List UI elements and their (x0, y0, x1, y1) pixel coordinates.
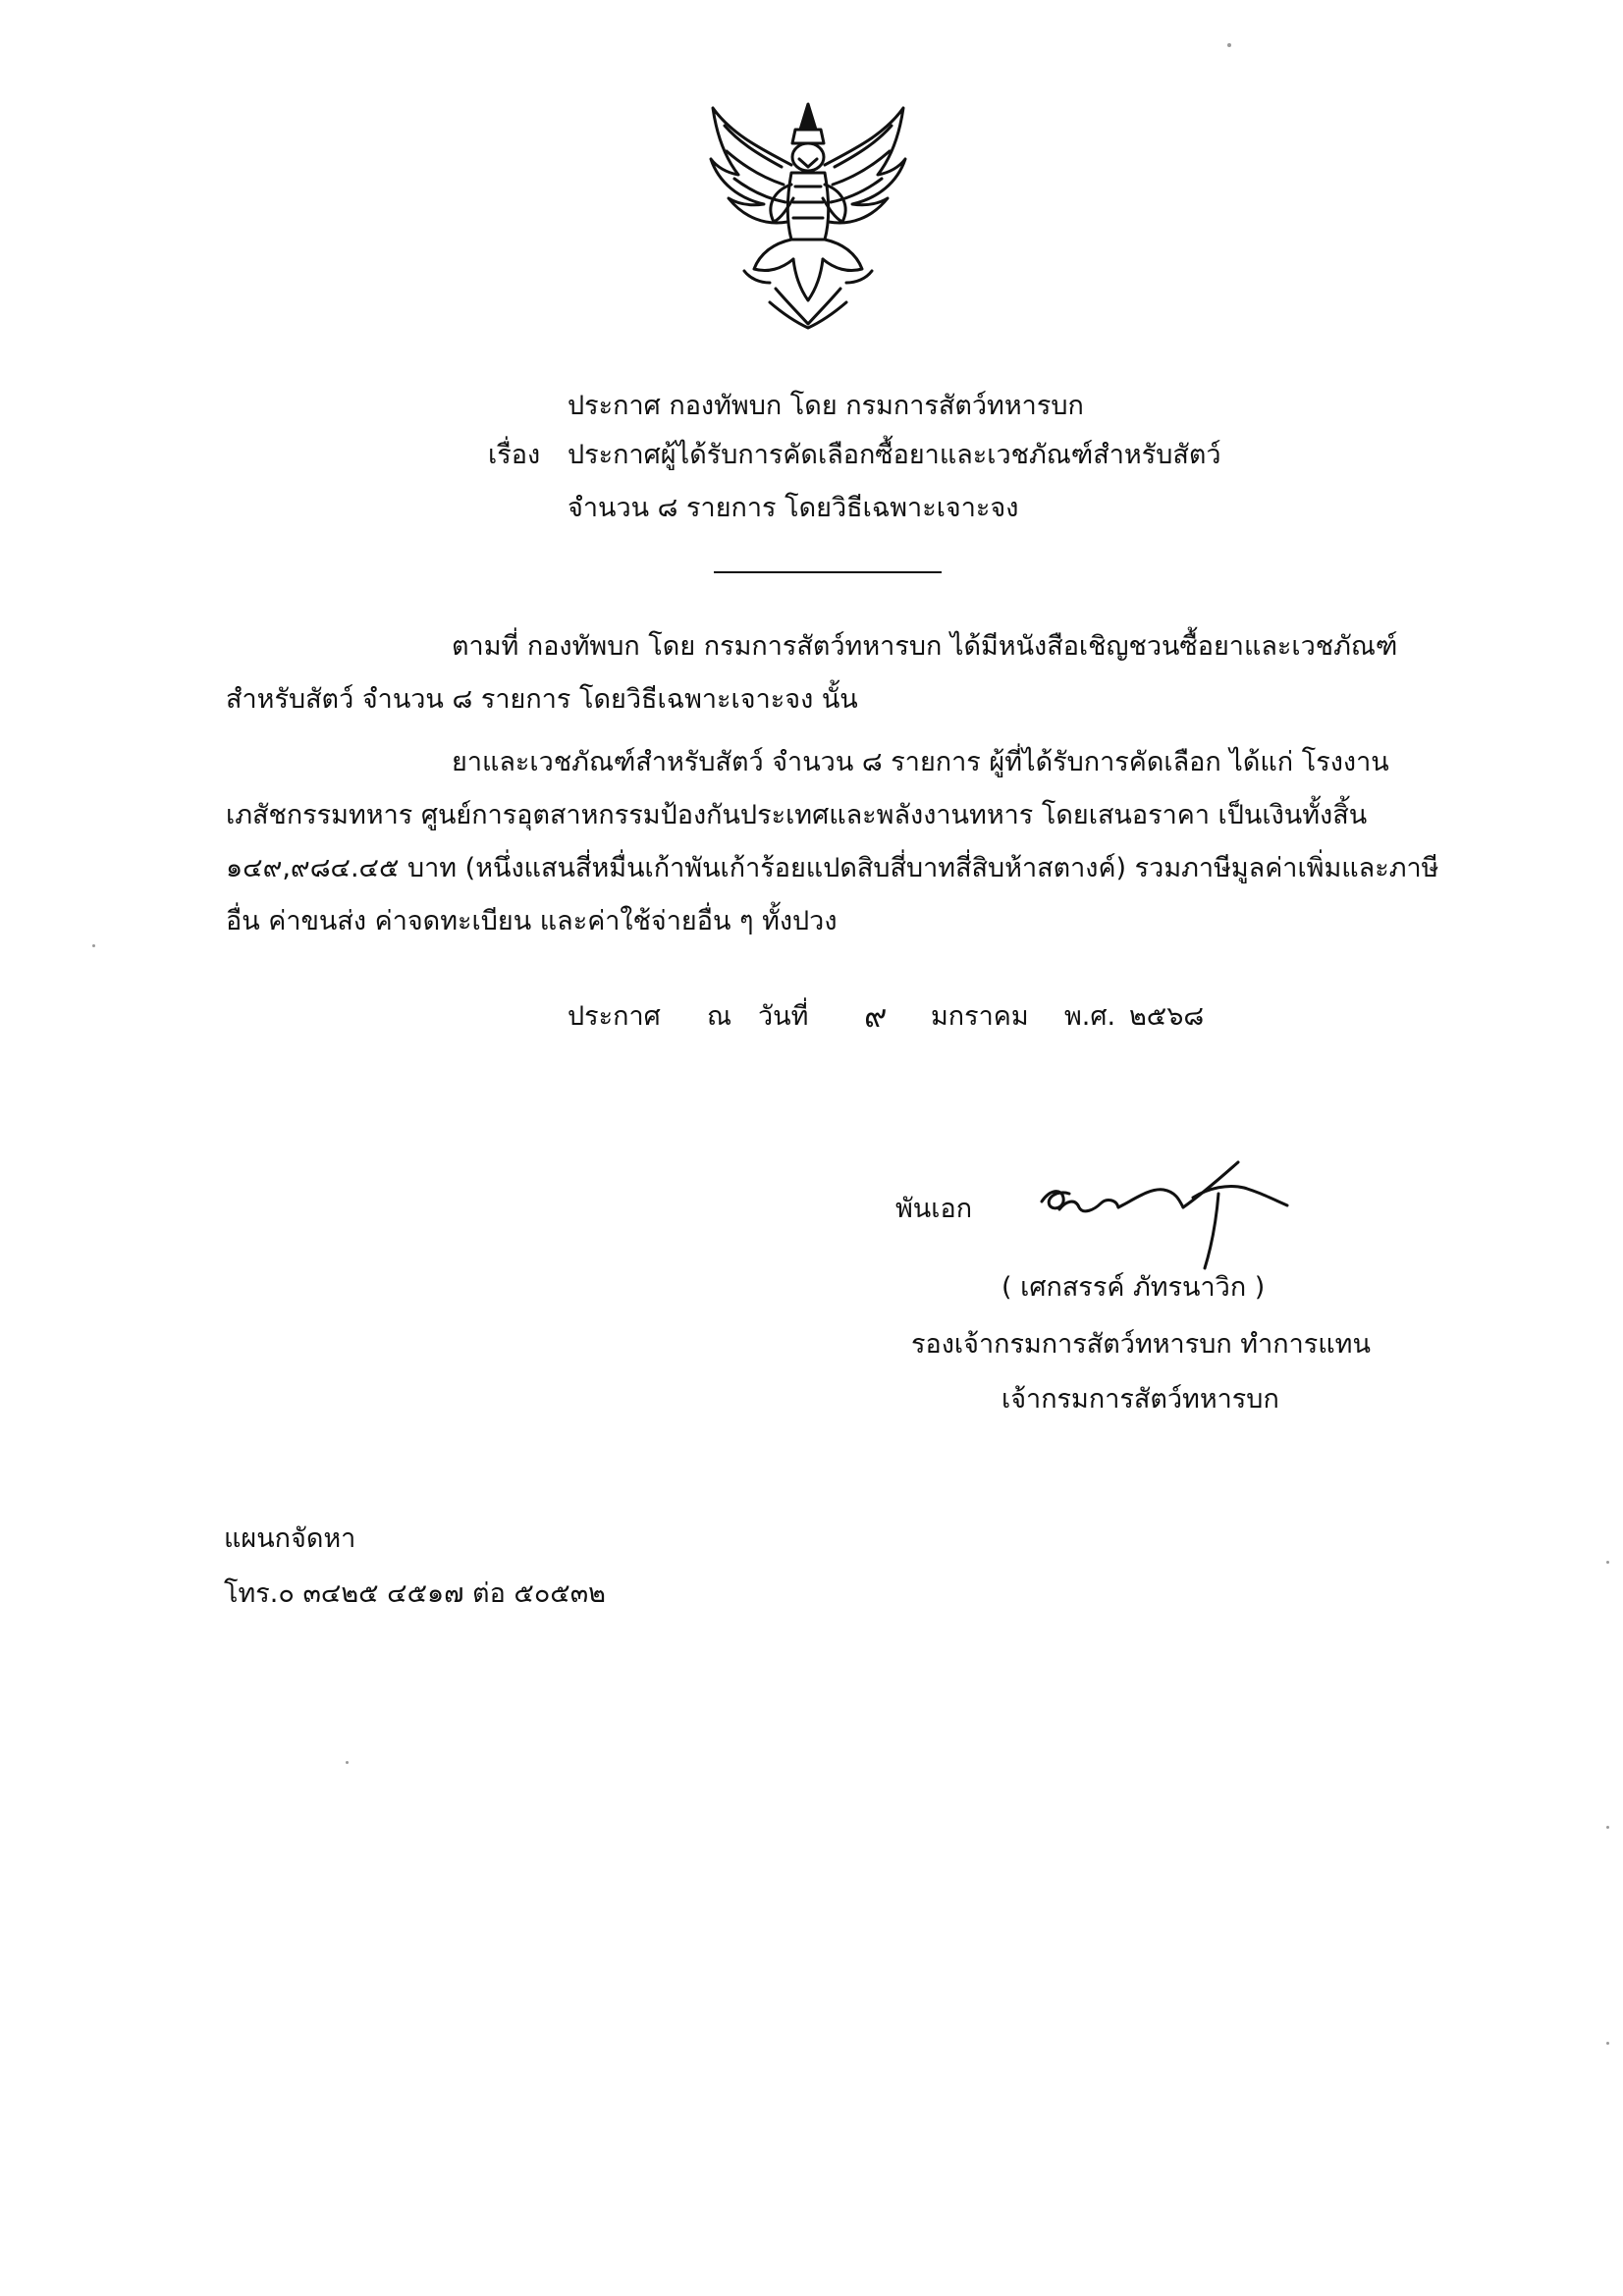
date-at: ณ (707, 1001, 732, 1032)
signer-rank: พันเอก (895, 1194, 973, 1224)
body-paragraph-1 (226, 620, 1453, 726)
scan-speck (346, 1761, 349, 1764)
date-day: ๙ (864, 997, 888, 1035)
date-year: ๒๕๖๘ (1129, 1001, 1205, 1032)
subject-line-1: ประกาศผู้ได้รับการคัดเลือกซื้อยาและเวชภัณฑ์สำหรับสัตว์ (568, 440, 1221, 470)
header-divider (714, 571, 942, 573)
date-era: พ.ศ. (1064, 1001, 1116, 1032)
announcement-line: ประกาศ กองทัพบก โดย กรมการสัตว์ทหารบก (568, 391, 1084, 421)
scan-speck (1606, 2042, 1609, 2045)
scan-speck (1606, 1826, 1609, 1829)
subject-line-2: จำนวน ๘ รายการ โดยวิธีเฉพาะเจาะจง (568, 493, 1019, 523)
body-paragraph-2 (226, 736, 1453, 948)
scan-speck (92, 944, 95, 947)
subject-label: เรื่อง (488, 440, 541, 470)
scan-speck (1227, 43, 1231, 47)
date-month: มกราคม (931, 1001, 1029, 1032)
garuda-emblem (705, 96, 911, 332)
footer-phone: โทร.๐ ๓๔๒๕ ๔๕๑๗ ต่อ ๕๐๕๓๒ (224, 1578, 606, 1609)
footer-department: แผนกจัดหา (224, 1523, 356, 1554)
body-paragraph-2-text: ยาและเวชภัณฑ์สำหรับสัตว์ จำนวน ๘ รายการ ผู้ที่ได้รับการคัดเลือก ได้แก่ โรงงานเภสัชกรรมทหาร ศูนย์การอุตสาหกรรมป้องกันประเทศและพลังงานทหาร โดยเสนอราคา เป็นเงินทั้งสิ้น ๑๔๙,๙๘๔.๔๕ บาท (หนึ่งแสนสี่หมื่นเก้าพันเก้าร้อยแปดสิบสี่บาทสี่สิบห้าสตางค์) รวมภาษีมูลค่าเพิ่มและภาษีอื่น ค่าขนส่ง ค่าจดทะเบียน และค่าใช้จ่ายอื่น ๆ ทั้งปวง (226, 747, 1439, 936)
signer-name: ( เศกสรรค์ ภัทรนาวิก ) (1001, 1272, 1266, 1303)
handwritten-signature (1036, 1158, 1293, 1274)
signer-position-1: รองเจ้ากรมการสัตว์ทหารบก ทำการแทน (911, 1329, 1371, 1360)
body-paragraph-1-text: ตามที่ กองทัพบก โดย กรมการสัตว์ทหารบก ได้มีหนังสือเชิญชวนซื้อยาและเวชภัณฑ์ สำหรับสัตว์ จำนวน ๘ รายการ โดยวิธีเฉพาะเจาะจง นั้น (226, 631, 1398, 715)
date-day-label: วันที่ (758, 1001, 809, 1032)
date-label: ประกาศ (568, 1001, 661, 1032)
signer-position-2: เจ้ากรมการสัตว์ทหารบก (1001, 1384, 1279, 1415)
scan-speck (1606, 1561, 1609, 1564)
